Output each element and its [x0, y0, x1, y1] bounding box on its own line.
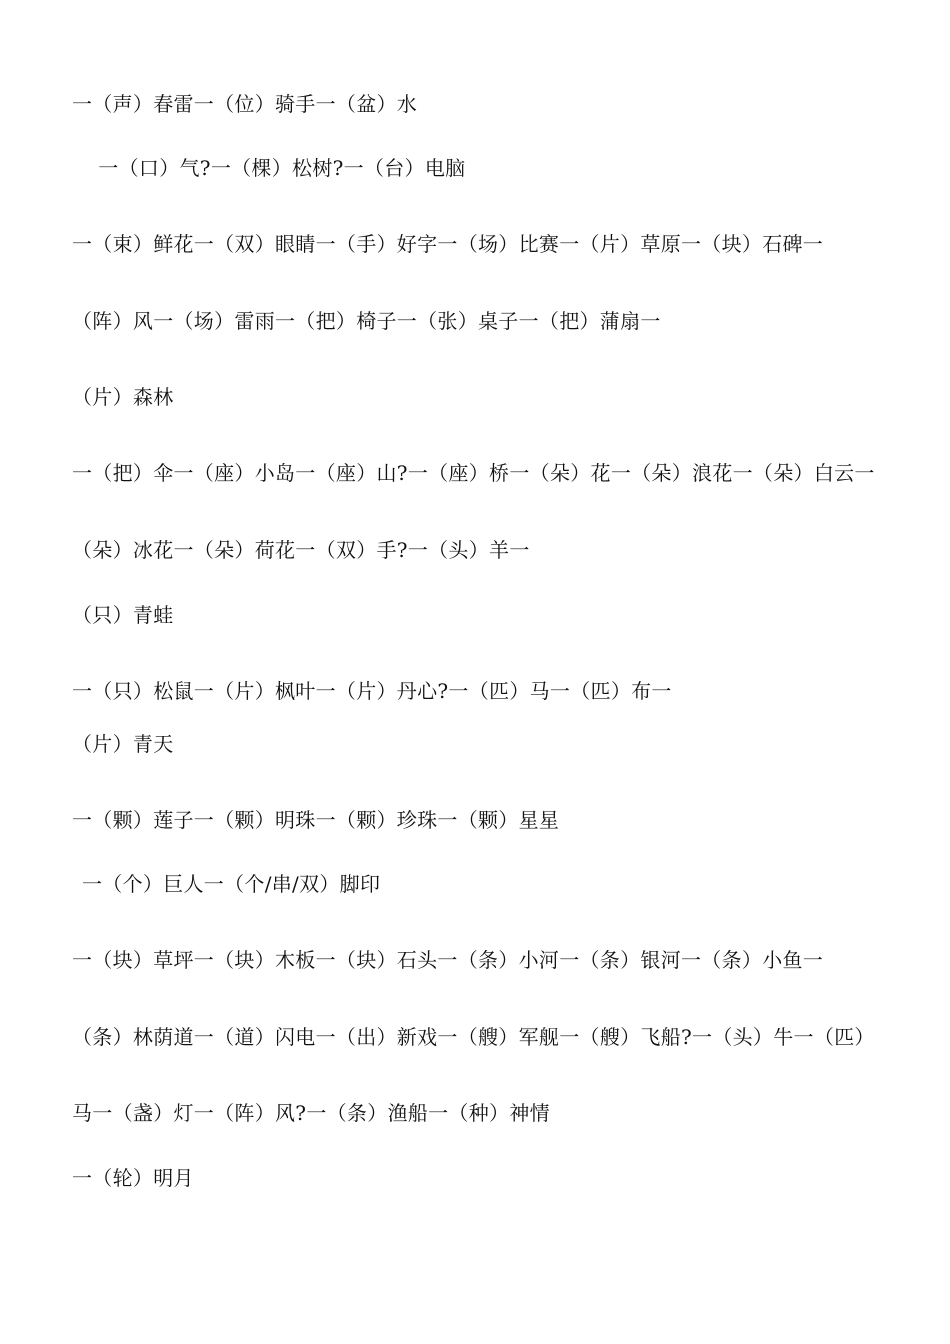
text-line-16: 一（轮）明月: [72, 1166, 194, 1190]
text-line-10: （片）青天: [72, 732, 174, 756]
text-line-6: 一（把）伞一（座）小岛一（座）山?一（座）桥一（朵）花一（朵）浪花一（朵）白云一: [72, 461, 875, 485]
text-line-4: （阵）风一（场）雷雨一（把）椅子一（张）桌子一（把）蒲扇一: [72, 309, 661, 333]
text-line-14: （条）林荫道一（道）闪电一（出）新戏一（艘）军舰一（艘）飞船?一（头）牛一（匹）: [72, 1025, 875, 1049]
text-line-3: 一（束）鲜花一（双）眼睛一（手）好字一（场）比赛一（片）草原一（块）石碑一: [72, 232, 824, 256]
text-line-9: 一（只）松鼠一（片）枫叶一（片）丹心?一（匹）马一（匹）布一: [72, 679, 672, 703]
text-line-8: （只）青蛙: [72, 603, 174, 627]
text-line-13: 一（块）草坪一（块）木板一（块）石头一（条）小河一（条）银河一（条）小鱼一: [72, 948, 824, 972]
text-line-5: （片）森林: [72, 385, 174, 409]
text-line-1: 一（声）春雷一（位）骑手一（盆）水: [72, 92, 418, 116]
text-line-11: 一（颗）莲子一（颗）明珠一（颗）珍珠一（颗）星星: [72, 808, 560, 832]
text-line-2: 一（口）气?一（棵）松树?一（台）电脑: [78, 156, 466, 180]
text-line-7: （朵）冰花一（朵）荷花一（双）手?一（头）羊一: [72, 538, 530, 562]
text-line-15: 马一（盏）灯一（阵）风?一（条）渔船一（种）神情: [72, 1101, 550, 1125]
text-line-12: 一（个）巨人一（个/串/双）脚印: [82, 872, 381, 896]
